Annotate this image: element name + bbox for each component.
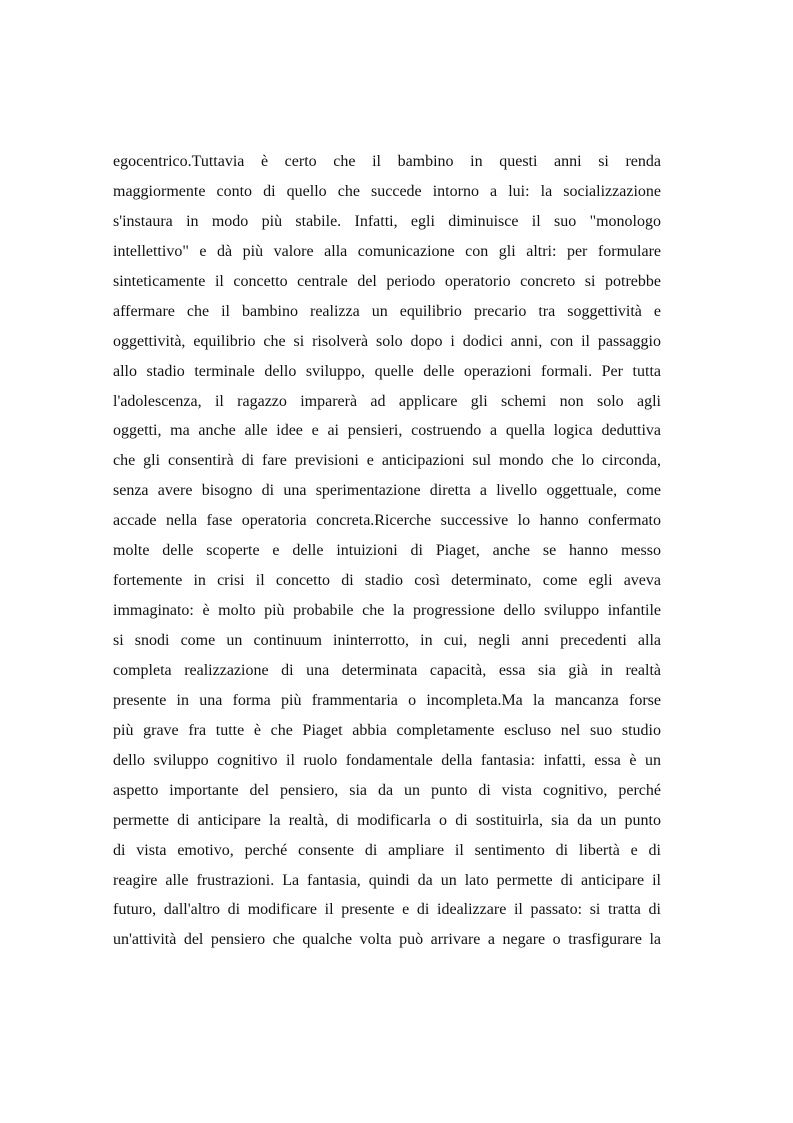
text-line: oggetti, ma anche alle idee e ai pensieri, costruendo a quella logica deduttiva (113, 422, 661, 440)
text-line: presente in una forma più frammentaria o incompleta.Ma la mancanza forse (113, 691, 661, 709)
text-line: reagire alle frustrazioni. La fantasia, quindi da un lato permette di anticipare il (113, 871, 661, 889)
text-line: un'attività del pensiero che qualche volta può arrivare a negare o trasfigurare la (113, 931, 661, 949)
text-line: fortemente in crisi il concetto di stadio così determinato, come egli aveva (113, 572, 661, 590)
text-line: s'instaura in modo più stabile. Infatti, egli diminuisce il suo "monologo (113, 212, 661, 230)
text-line: sinteticamente il concetto centrale del periodo operatorio concreto si potrebbe (113, 272, 661, 290)
text-line: che gli consentirà di fare previsioni e anticipazioni sul mondo che lo circonda, (113, 452, 661, 470)
text-line: intellettivo" e dà più valore alla comunicazione con gli altri: per formulare (113, 242, 661, 260)
text-line: allo stadio terminale dello sviluppo, quelle delle operazioni formali. Per tutta (113, 362, 661, 380)
text-line: futuro, dall'altro di modificare il presente e di idealizzare il passato: si tratta di (113, 901, 661, 919)
text-line: affermare che il bambino realizza un equilibrio precario tra soggettività e (113, 302, 661, 320)
text-line: si snodi come un continuum ininterrotto, in cui, negli anni precedenti alla (113, 632, 661, 649)
text-line: aspetto importante del pensiero, sia da un punto di vista cognitivo, perché (113, 781, 661, 799)
text-line: molte delle scoperte e delle intuizioni di Piaget, anche se hanno messo (113, 542, 661, 560)
text-line: dello sviluppo cognitivo il ruolo fondamentale della fantasia: infatti, essa è un (113, 751, 661, 769)
text-line: maggiormente conto di quello che succede intorno a lui: la socializzazione (113, 182, 661, 200)
text-line: egocentrico.Tuttavia è certo che il bambino in questi anni si renda (113, 153, 661, 170)
text-line: oggettività, equilibrio che si risolverà solo dopo i dodici anni, con il passaggio (113, 332, 661, 350)
text-line: completa realizzazione di una determinata capacità, essa sia già in realtà (113, 661, 661, 679)
text-line: più grave fra tutte è che Piaget abbia completamente escluso nel suo studio (113, 721, 661, 739)
text-line: accade nella fase operatoria concreta.Ricerche successive lo hanno confermato (113, 512, 661, 530)
text-line: di vista emotivo, perché consente di ampliare il sentimento di libertà e di (113, 841, 661, 859)
body-paragraph (113, 147, 661, 955)
text-line: permette di anticipare la realtà, di modificarla o di sostituirla, sia da un punto (113, 811, 661, 829)
text-line: immaginato: è molto più probabile che la progressione dello sviluppo infantile (113, 602, 661, 620)
text-line: senza avere bisogno di una sperimentazione diretta a livello oggettuale, come (113, 482, 661, 500)
text-line: l'adolescenza, il ragazzo imparerà ad applicare gli schemi non solo agli (113, 392, 661, 410)
